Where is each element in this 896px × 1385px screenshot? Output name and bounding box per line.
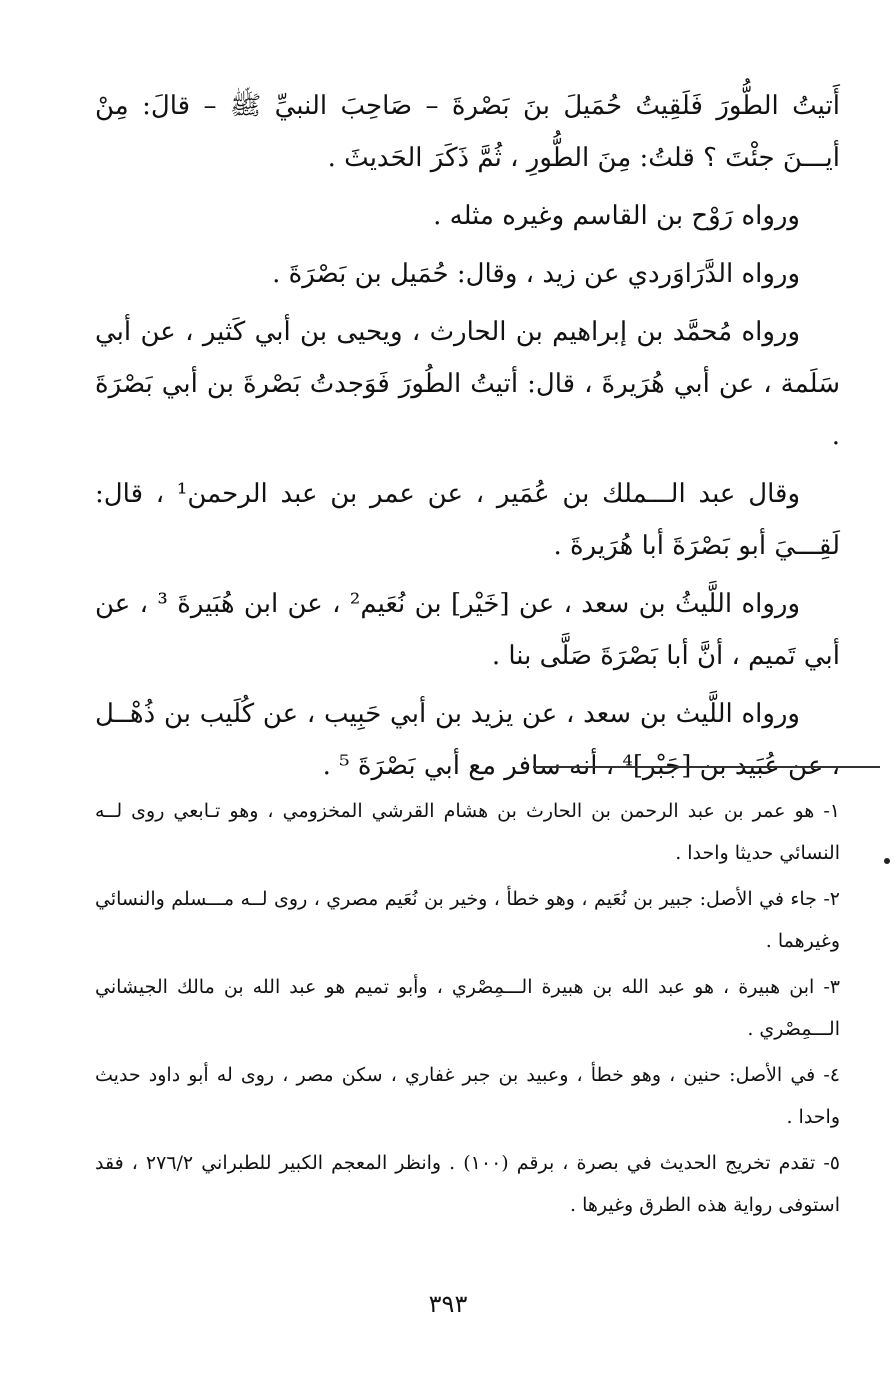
paragraph-6: ورواه اللَّيثُ بن سعد ، عن [خَيْر] بن نُعَيم² ، عن ابن هُبَيرةَ ³ ، عن أبي تَميم ، أنَّ أبا بَصْرَةَ صَلَّى بنا . <box>95 589 840 671</box>
footnotes-block <box>95 790 840 1230</box>
footnote-2: ٢- جاء في الأصل: جبير بن نُعَيم ، وهو خطأ ، وخير بن نُعَيم مصري ، روى لــه مـــسلم والنسائي وغيرهما . <box>95 888 840 952</box>
paragraph-2: ورواه رَوْح بن القاسم وغيره مثله . <box>433 201 800 231</box>
footnote-4: ٤- في الأصل: حنين ، وهو خطأ ، وعبيد بن جبر غفاري ، سكن مصر ، روى له أبو داود حديث واحدا . <box>95 1064 840 1128</box>
footnote-3: ٣- ابن هبيرة ، هو عبد الله بن هبيرة الـــمِصْري ، وأبو تميم هو عبد الله بن مالك الجيشاني الـــمِصْري . <box>95 976 840 1040</box>
margin-mark <box>884 858 890 864</box>
footnote-1: ١- هو عمر بن عبد الرحمن بن الحارث بن هشام القرشي المخزومي ، وهو تـابعي روى لــه النسائي حديثا واحدا . <box>95 800 840 864</box>
paragraph-5: وقال عبد الـــملك بن عُمَير ، عن عمر بن عبد الرحمن¹ ، قال: لَقِـــيَ أبو بَصْرَةَ أبا هُرَيرةَ . <box>95 479 840 561</box>
paragraph-3: ورواه الدَّرَاوَردي عن زيد ، وقال: حُمَيل بن بَصْرَةَ . <box>272 259 800 289</box>
paragraph-7: ورواه اللَّيث بن سعد ، عن يزيد بن أبي حَبِيب ، عن كُلَيب بن ذُهْــل ، عن عُبَيد بن [جَبْر]⁴ ، أنه سافر مع أبي بَصْرَةَ ⁵ . <box>95 699 840 781</box>
paragraph-1: أَتيتُ الطُّورَ فَلَقِيتُ حُمَيلَ بنَ بَصْرةَ – صَاحِبَ النبيِّ ﷺ – قالَ: مِنْ أيـــنَ جئْتَ ؟ قلتُ: مِنَ الطُّورِ ، ثُمَّ ذَكَرَ الحَديثَ . <box>95 91 840 173</box>
footnote-divider <box>533 766 880 768</box>
page-number: ٣٩٣ <box>428 1290 468 1318</box>
footnote-5: ٥- تقدم تخريج الحديث في بصرة ، برقم (١٠٠) . وانظر المعجم الكبير للطبراني ٢٧٦/٢ ، فقد استوفى رواية هذه الطرق وغيرها . <box>95 1152 840 1216</box>
main-text-block <box>95 80 840 798</box>
paragraph-4: ورواه مُحمَّد بن إبراهيم بن الحارث ، ويحيى بن أبي كَثير ، عن أبي سَلَمة ، عن أبي هُرَيرةَ ، قال: أتيتُ الطُورَ فَوَجدتُ بَصْرةَ بن أبي بَصْرَةَ . <box>95 317 840 451</box>
